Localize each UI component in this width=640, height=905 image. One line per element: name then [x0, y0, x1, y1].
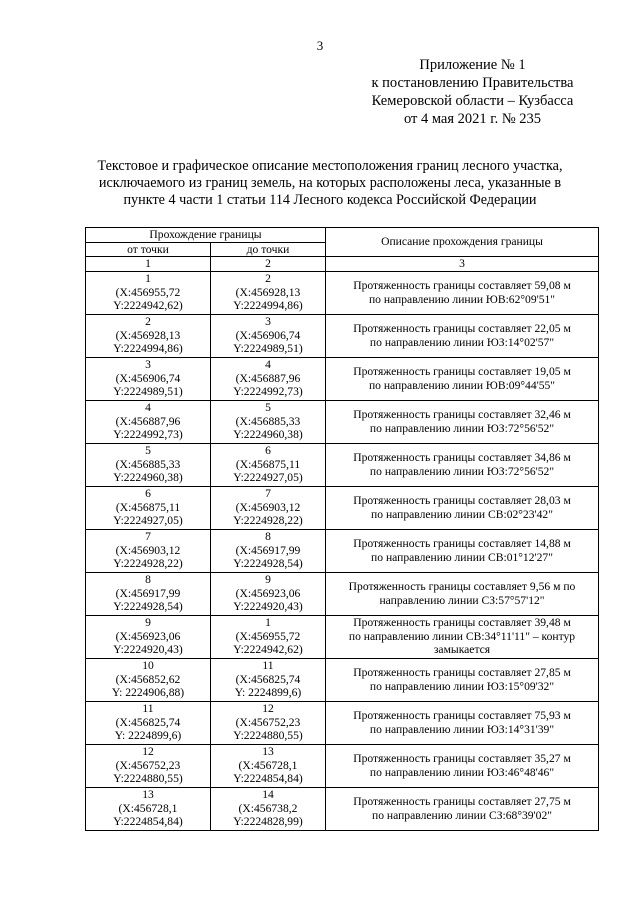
to-point-cell [211, 400, 326, 443]
point-y-coordinate: Y: 2224899,6) [114, 729, 182, 743]
table-row [86, 486, 599, 529]
point-number: 4 [265, 358, 271, 372]
point-y-coordinate: Y:2224828,99) [233, 815, 303, 829]
from-point-cell [86, 572, 211, 615]
boundary-description-cell [326, 658, 599, 701]
from-point-cell [86, 744, 211, 787]
point-x-coordinate: (Х:456928,13 [115, 328, 181, 342]
point-number: 6 [145, 487, 151, 501]
description-line: Протяженность границы составляет 39,48 м [353, 616, 571, 630]
point-number: 12 [262, 702, 274, 716]
point-x-coordinate: (Х:456825,74 [115, 715, 181, 729]
to-point-cell [211, 271, 326, 314]
to-point-cell [211, 615, 326, 658]
point-x-coordinate: (Х:456885,33 [235, 414, 301, 428]
point-x-coordinate: (Х:456955,72 [235, 629, 301, 643]
description-line: по направлению линии СВ:01°12'27" [371, 550, 553, 564]
point-number: 13 [142, 788, 154, 802]
table-row [86, 787, 599, 830]
point-y-coordinate: Y:2224960,38) [113, 471, 183, 485]
point-x-coordinate: (Х:456728,1 [118, 801, 178, 815]
point-number: 10 [142, 659, 154, 673]
point-x-coordinate: (Х:456928,13 [235, 285, 301, 299]
point-number: 7 [265, 487, 271, 501]
description-line: замыкается [433, 643, 491, 657]
from-point-cell [86, 400, 211, 443]
header-from-point: от точки [86, 242, 211, 257]
column-number: 1 [86, 257, 211, 272]
boundary-table [85, 227, 599, 831]
boundary-description-cell [326, 701, 599, 744]
to-point-cell [211, 572, 326, 615]
point-y-coordinate: Y:2224942,62) [113, 299, 183, 313]
point-y-coordinate: Y:2224927,05) [113, 514, 183, 528]
point-y-coordinate: Y:2224854,84) [113, 815, 183, 829]
description-line: направлению линии СЗ:57°57'12" [379, 593, 545, 607]
point-number: 5 [265, 401, 271, 415]
table-row [86, 400, 599, 443]
document-title [60, 158, 600, 209]
column-number: 2 [211, 257, 326, 272]
to-point-cell [211, 443, 326, 486]
point-x-coordinate: (Х:456903,12 [115, 543, 181, 557]
point-y-coordinate: Y:2224989,51) [233, 342, 303, 356]
point-y-coordinate: Y: 2224906,88) [111, 686, 185, 700]
header-to-point: до точки [211, 242, 326, 257]
point-number: 5 [145, 444, 151, 458]
from-point-cell [86, 271, 211, 314]
to-point-cell [211, 357, 326, 400]
point-x-coordinate: (Х:456917,99 [235, 543, 301, 557]
description-line: по направлению линии ЮЗ:46°48'46" [369, 765, 555, 779]
appendix-line-1: Приложение № 1 [419, 57, 526, 73]
description-line: Протяженность границы составляет 28,03 м [353, 494, 571, 507]
point-number: 14 [262, 788, 274, 802]
description-line: по направлению линии СЗ:68°39'02" [372, 808, 552, 822]
point-x-coordinate: (Х:456885,33 [115, 457, 181, 471]
table-row [86, 658, 599, 701]
description-line: по направлению линии ЮЗ:14°31'39" [369, 722, 555, 736]
point-x-coordinate: (Х:456887,96 [115, 414, 181, 428]
title-line-2: исключаемого из границ земель, на которых расположены леса, указанные в [98, 175, 562, 191]
header-description: Описание прохождения границы [326, 228, 599, 257]
table-header-row [86, 228, 599, 243]
point-x-coordinate: (Х:456923,06 [235, 586, 301, 600]
point-y-coordinate: Y:2224992,73) [113, 428, 183, 442]
point-number: 9 [265, 573, 271, 587]
to-point-cell [211, 486, 326, 529]
boundary-description-cell [326, 314, 599, 357]
header-boundary: Прохождение границы [86, 228, 326, 243]
description-line: Протяженность границы составляет 27,75 м [353, 795, 571, 808]
point-number: 3 [265, 315, 271, 329]
boundary-description-cell [326, 357, 599, 400]
point-y-coordinate: Y:2224928,54) [233, 557, 303, 571]
point-x-coordinate: (Х:456903,12 [235, 500, 301, 514]
point-y-coordinate: Y:2224928,54) [113, 600, 183, 614]
point-x-coordinate: (Х:456752,23 [115, 758, 181, 772]
boundary-description-cell [326, 443, 599, 486]
point-x-coordinate: (Х:456923,06 [115, 629, 181, 643]
from-point-cell [86, 443, 211, 486]
point-number: 8 [145, 573, 151, 587]
description-line: Протяженность границы составляет 32,46 м [353, 408, 571, 421]
point-number: 1 [265, 616, 271, 630]
to-point-cell [211, 744, 326, 787]
boundary-description-cell [326, 400, 599, 443]
table-row [86, 314, 599, 357]
description-line: Протяженность границы составляет 14,88 м [353, 537, 571, 550]
point-x-coordinate: (Х:456887,96 [235, 371, 301, 385]
point-y-coordinate: Y:2224854,84) [233, 772, 303, 786]
point-number: 2 [265, 272, 271, 286]
point-number: 8 [265, 530, 271, 544]
to-point-cell [211, 529, 326, 572]
description-line: по направлению линии ЮЗ:72°56'52" [369, 421, 555, 435]
to-point-cell [211, 701, 326, 744]
to-point-cell [211, 787, 326, 830]
from-point-cell [86, 787, 211, 830]
point-x-coordinate: (Х:456825,74 [235, 672, 301, 686]
title-line-1: Текстовое и графическое описание местоположения границ лесного участка, [97, 158, 563, 174]
point-y-coordinate: Y:2224942,62) [233, 643, 303, 657]
title-line-3: пункте 4 части 1 статьи 114 Лесного кодекса Российской Федерации [123, 192, 537, 208]
from-point-cell [86, 701, 211, 744]
point-y-coordinate: Y:2224928,22) [233, 514, 303, 528]
description-line: Протяженность границы составляет 9,56 м по [348, 580, 576, 593]
to-point-cell [211, 658, 326, 701]
point-number: 9 [145, 616, 151, 630]
page-number: 3 [316, 38, 324, 53]
point-number: 1 [145, 272, 151, 286]
appendix-line-4: от 4 мая 2021 г. № 235 [403, 111, 542, 127]
point-y-coordinate: Y:2224927,05) [233, 471, 303, 485]
column-number: 3 [326, 257, 599, 272]
point-y-coordinate: Y:2224994,86) [113, 342, 183, 356]
appendix-line-3: Кемеровской области – Кузбасса [371, 93, 574, 109]
description-line: по направлению линии СВ:34°11'11" – контур [348, 629, 576, 643]
description-line: по направлению линии ЮЗ:72°56'52" [369, 464, 555, 478]
point-number: 6 [265, 444, 271, 458]
description-line: по направлению линии ЮВ:09°44'55" [368, 378, 556, 392]
point-x-coordinate: (Х:456875,11 [235, 457, 301, 471]
description-line: Протяженность границы составляет 22,05 м [353, 322, 571, 335]
point-x-coordinate: (Х:456906,74 [235, 328, 301, 342]
boundary-description-cell [326, 271, 599, 314]
table-row [86, 744, 599, 787]
point-number: 4 [145, 401, 151, 415]
point-y-coordinate: Y: 2224899,6) [234, 686, 302, 700]
description-line: по направлению линии ЮЗ:15°09'32" [369, 679, 555, 693]
appendix-header [340, 56, 605, 128]
description-line: по направлению линии СВ:02°23'42" [371, 507, 553, 521]
table-body [86, 271, 599, 830]
description-line: Протяженность границы составляет 75,93 м [353, 709, 571, 722]
description-line: Протяженность границы составляет 19,05 м [353, 365, 571, 378]
point-x-coordinate: (Х:456917,99 [115, 586, 181, 600]
appendix-line-2: к постановлению Правительства [371, 75, 574, 91]
point-y-coordinate: Y:2224994,86) [233, 299, 303, 313]
boundary-description-cell [326, 529, 599, 572]
point-y-coordinate: Y:2224880,55) [113, 772, 183, 786]
table-row [86, 701, 599, 744]
table-row [86, 443, 599, 486]
boundary-description-cell [326, 615, 599, 658]
table-row [86, 357, 599, 400]
description-line: Протяженность границы составляет 27,85 м [353, 666, 571, 679]
point-y-coordinate: Y:2224928,22) [113, 557, 183, 571]
from-point-cell [86, 529, 211, 572]
point-y-coordinate: Y:2224920,43) [233, 600, 303, 614]
description-line: Протяженность границы составляет 59,08 м [353, 279, 571, 292]
point-number: 2 [145, 315, 151, 329]
from-point-cell [86, 314, 211, 357]
from-point-cell [86, 615, 211, 658]
point-number: 3 [145, 358, 151, 372]
point-number: 12 [142, 745, 154, 759]
point-x-coordinate: (Х:456852,62 [115, 672, 181, 686]
table-row [86, 615, 599, 658]
point-number: 13 [262, 745, 274, 759]
to-point-cell [211, 314, 326, 357]
description-line: по направлению линии ЮВ:62°09'51" [368, 292, 556, 306]
point-y-coordinate: Y:2224960,38) [233, 428, 303, 442]
table-row [86, 271, 599, 314]
point-y-coordinate: Y:2224992,73) [233, 385, 303, 399]
table-row [86, 529, 599, 572]
point-number: 11 [262, 659, 274, 673]
point-x-coordinate: (Х:456728,1 [238, 758, 298, 772]
point-x-coordinate: (Х:456738,2 [238, 801, 298, 815]
description-line: Протяженность границы составляет 35,27 м [353, 752, 571, 765]
point-x-coordinate: (Х:456875,11 [115, 500, 181, 514]
column-number-row [86, 257, 599, 272]
table-row [86, 572, 599, 615]
point-x-coordinate: (Х:456955,72 [115, 285, 181, 299]
boundary-description-cell [326, 572, 599, 615]
point-number: 7 [145, 530, 151, 544]
point-number: 11 [142, 702, 154, 716]
description-line: Протяженность границы составляет 34,86 м [353, 451, 571, 464]
boundary-description-cell [326, 486, 599, 529]
point-x-coordinate: (Х:456752,23 [235, 715, 301, 729]
boundary-description-cell [326, 787, 599, 830]
from-point-cell [86, 486, 211, 529]
point-x-coordinate: (Х:456906,74 [115, 371, 181, 385]
from-point-cell [86, 357, 211, 400]
point-y-coordinate: Y:2224880,55) [233, 729, 303, 743]
point-y-coordinate: Y:2224920,43) [113, 643, 183, 657]
boundary-description-cell [326, 744, 599, 787]
from-point-cell [86, 658, 211, 701]
point-y-coordinate: Y:2224989,51) [113, 385, 183, 399]
description-line: по направлению линии ЮЗ:14°02'57" [369, 335, 555, 349]
